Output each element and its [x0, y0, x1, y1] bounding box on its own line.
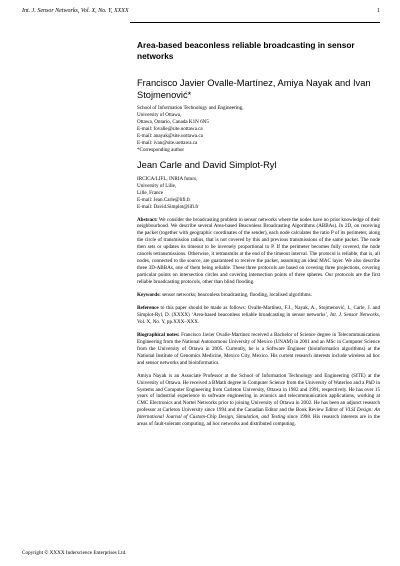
reference-details: , Vol. X, No. Y, pp.XXX–XXX.: [137, 311, 380, 325]
affiliation-2-line: Lille, France: [137, 189, 164, 196]
affiliation-1-line: E-mail: fovalle@site.uottawa.ca: [137, 126, 203, 132]
running-header: [22, 8, 380, 20]
bio-text-2: Amiya Nayak is an Associate Professor at the School of Information Technology and Engineering (SITE) at the University of Ottawa. He received a BMath degree in Computer Science from the University of Waterloo and a PhD in Systems and Computer Engineering from Carleton University, Ottawa in 1982 and 1991, respectively. He has over 15 years of industrial experience in software engineering in avionics and telecommunication applications, working at CMC Electronics and Nortel Networks prior to joining University of Ottawa in 2002. He has been an adjunct research professor at Carleton University since 1994 and the Canadian Editor and the Book Review Editor of: [137, 372, 380, 414]
affiliation-1-line: E-mail: anayak@site.uottawa.ca: [137, 133, 203, 139]
affiliation-1-line: E-mail: ivan@site.uottawa.ca: [137, 140, 198, 146]
copyright-footer: Copyright © XXXX Inderscience Enterprises Ltd.: [22, 550, 127, 556]
bio-label: Biographical notes:: [137, 331, 180, 338]
bio-paragraph-1: [137, 332, 380, 367]
affiliation-2-line: E-mail: David.Simplot@lifl.fr: [137, 203, 199, 210]
keywords-label: Keywords:: [137, 292, 161, 299]
affiliation-block-1: [137, 105, 380, 154]
abstract-label: Abstract:: [137, 216, 158, 223]
journal-citation: Int. J. Sensor Networks, Vol. X, No. Y, XXXX: [22, 8, 129, 14]
bio-paragraph-2: [137, 373, 380, 429]
bio-text-2-end: since 1998. His research interests are in the areas of fault-tolerant computing, ad hoc networks and distributed computing.: [137, 414, 380, 428]
keywords-text: sensor networks; beaconless broadcasting, flooding, localised algorithms.: [162, 292, 312, 299]
affiliation-block-2: [137, 176, 380, 211]
affiliation-2-line: University of Lille,: [137, 182, 177, 189]
bio-journal-title: VLSI Design: An International Journal of Custom-Chip Design, Simulation, and Testing: [137, 407, 380, 421]
author-list-1: Francisco Javier Ovalle-Martínez, Amiya Nayak and Ivan Stojmenović*: [137, 78, 371, 100]
reference-note: [137, 305, 380, 326]
affiliation-1-line: School of Information Technology and Engineering,: [137, 105, 244, 111]
header-rule: [130, 22, 380, 23]
abstract: [137, 217, 380, 287]
author-list-2: Jean Carle and David Simplot-Ryl: [137, 160, 277, 170]
bio-text-1: Francisco Javier Ovalle-Martínez received a Bachelor of Science degree in Telecommunications Engineering from the National Autonomous University of Mexico (UNAM) in 2001 and an MSc in Computer Science from the University of Ottawa in 2005. Currently, he is a Software Engineer (bioinformatics algorithms) at the National Institute of Genomics Medicine, Mexico City, Mexico. His current research interests include wireless ad hoc and sensor networks and bioinformatics.: [137, 331, 381, 366]
page-number: 1: [377, 8, 380, 14]
affiliation-2-line: E-mail: Jean.Carle@lifl.fr: [137, 196, 191, 203]
affiliation-2-line: IRCICA/LIFL, INRIA futurs,: [137, 175, 198, 182]
affiliation-1-line: University of Ottawa,: [137, 112, 182, 118]
affiliation-1-line: *Corresponding author: [137, 147, 185, 153]
affiliation-1-line: Ottawa, Ontario, Canada K1N 6N5: [137, 119, 209, 125]
reference-label: Reference: [137, 304, 159, 311]
reference-journal: Int. J. Sensor Networks: [330, 311, 379, 318]
main-column: [137, 40, 380, 428]
keywords: [137, 292, 380, 299]
abstract-text: We consider the broadcasting problem in sensor networks where the nodes have no prior knowledge of their neighbourhood. We describe several Area-based Beaconless Broadcasting Algorithms (ABBAs). In 2D, on receiving the packet (together with geographic coordinates of the sender), each node calculates the ratio P of its perimeter, along the circle of transmission radius, that is not covered by this and previous transmissions of the same packet. The node then sets or updates its timeout to be inversely proportional to P. If the perimeter becomes fully covered, the node cancels retransmissions. Otherwise, it retransmits at the end of the timeout interval. The protocol is reliable, that is, all nodes, connected to the source, are guaranteed to receive the packet, assuming an ideal MAC layer. We also describe three 3D-ABBAs, one of them being reliable. These three protocols are based on covering three projections, covering particular points on intersection circles and covering intersection points of three spheres. Our protocols are the first reliable broadcasting protocols, other than blind flooding.: [137, 216, 380, 286]
reference-text: to this paper should be made as follows: Ovalle-Martínez, F.J., Nayak, A., Stojmenović, I., Carle, J. and Simplot-Ryl, D. (XXXX) ‘Area-based beaconless reliable broadcasting in sensor networks’,: [137, 304, 380, 318]
paper-title: Area-based beaconless reliable broadcasting in sensor networks: [137, 40, 355, 61]
